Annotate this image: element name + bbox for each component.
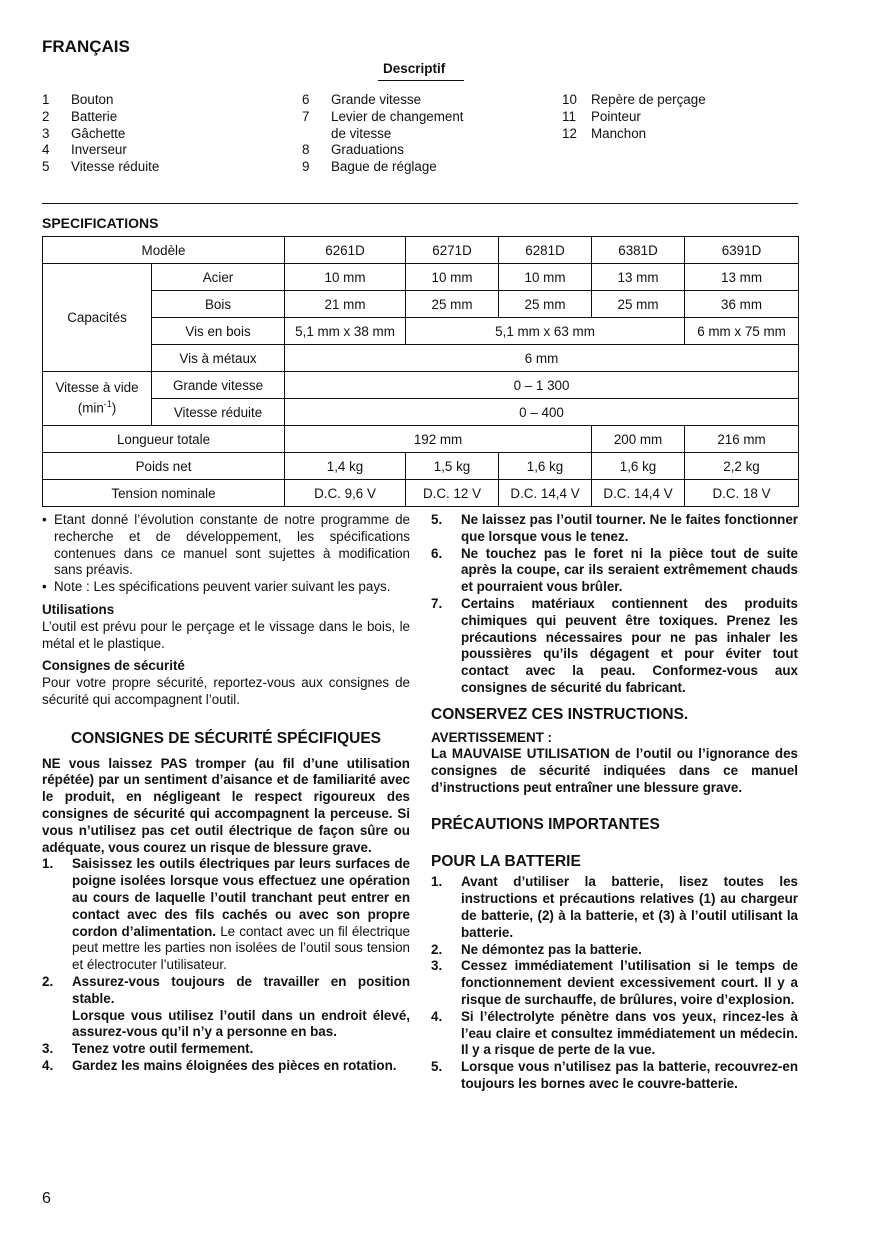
part-item <box>42 109 272 126</box>
consignes-text: Pour votre propre sécurité, reportez-vous aux consignes de sécurité qui accompagnent l’outil. <box>42 675 410 707</box>
table-row <box>43 237 799 264</box>
table-cell: D.C. 9,6 V <box>285 480 406 507</box>
table-cell: 13 mm <box>685 264 799 291</box>
utilisations-text: L’outil est prévu pour le perçage et le vissage dans le bois, le métal et le plastique. <box>42 618 410 651</box>
table-cell: 10 mm <box>499 264 592 291</box>
safety-item <box>42 1041 410 1058</box>
table-cell: 10 mm <box>406 264 499 291</box>
part-label: Repère de perçage <box>591 92 706 107</box>
parts-list-column-2 <box>302 92 502 176</box>
part-number: 4 <box>42 142 50 158</box>
part-item <box>562 109 782 126</box>
table-cell: 25 mm <box>406 291 499 318</box>
table-cell: 216 mm <box>685 426 799 453</box>
part-label: Graduations <box>331 142 404 158</box>
item-number: 4. <box>431 1008 443 1024</box>
part-label: Grande vitesse <box>331 92 422 107</box>
battery-item <box>431 874 798 941</box>
part-item <box>42 142 272 159</box>
table-cell: Modèle <box>43 237 285 264</box>
utilisations-heading: Utilisations <box>42 601 115 617</box>
item-number: 2. <box>431 941 443 957</box>
avertissement-heading: AVERTISSEMENT : <box>431 729 553 745</box>
parts-list-column-1 <box>42 92 272 176</box>
part-label: Vitesse réduite <box>71 159 160 175</box>
item-number: 5. <box>431 1059 443 1075</box>
table-cell: 6 mm x 75 mm <box>685 318 799 345</box>
table-cell: 1,6 kg <box>499 453 592 480</box>
part-label: Batterie <box>71 108 118 124</box>
table-cell: 6281D <box>499 237 592 264</box>
part-item <box>302 142 502 159</box>
table-cell: 1,5 kg <box>406 453 499 480</box>
vitesse-unit-exponent: -1 <box>103 399 112 410</box>
item-text-bold: Certains matériaux contiennent des produits chimiques qui peuvent être toxiques. Prenez les précautions nécessaires pour ne pas inhaler les poussières qu’ils dégagent et pour éviter tout contact avec la peau. Conformez-vous aux consignes de sécurité du fabricant. <box>461 595 798 695</box>
part-item <box>562 126 782 143</box>
item-text-bold: Lorsque vous n’utilisez pas la batterie, recouvrez-en toujours les bornes avec le couvre-batterie. <box>461 1059 798 1091</box>
table-cell: 5,1 mm x 38 mm <box>285 318 406 345</box>
vitesse-label: Vitesse à vide <box>55 380 139 396</box>
table-cell: D.C. 12 V <box>406 480 499 507</box>
part-item <box>302 109 502 143</box>
battery-item <box>431 1009 798 1059</box>
conservez-heading: CONSERVEZ CES INSTRUCTIONS. <box>431 705 689 723</box>
part-number: 5 <box>42 159 50 175</box>
battery-item <box>431 942 798 959</box>
table-row <box>43 453 799 480</box>
table-row <box>43 264 799 291</box>
item-number: 1. <box>42 856 54 872</box>
warning-paragraph: NE vous laissez PAS tromper (au fil d’une utilisation répétée) par un sentiment d’aisance et de familiarité avec le produit, en négligeant le respect rigoureux des consignes de sécurité qui accompagnent la perceuse. Si vous n’utilisez pas cet outil électrique de façon sûre ou adéquate, vous courez un risque de blessure grave. <box>42 755 410 855</box>
table-cell: Capacités <box>43 264 152 372</box>
section-divider <box>42 203 798 204</box>
page-number: 6 <box>42 1190 51 1207</box>
right-column <box>431 512 798 1093</box>
item-text-bold: Avant d’utiliser la batterie, lisez toutes les instructions et précautions relatives (1) au chargeur de batterie, (2) à la batterie, et (3) à l’outil utilisant la batterie. <box>461 874 798 940</box>
safety-item <box>431 512 798 546</box>
bullet-text: Note : Les spécifications peuvent varier suivant les pays. <box>54 579 391 595</box>
part-label: Gâchette <box>71 125 126 141</box>
table-cell: Tension nominale <box>43 480 285 507</box>
precautions-heading: PRÉCAUTIONS IMPORTANTES <box>431 815 660 833</box>
table-cell: Grande vitesse <box>152 372 285 399</box>
part-label: Manchon <box>591 125 647 141</box>
part-number: 8 <box>302 142 310 158</box>
table-cell <box>43 372 152 426</box>
part-number: 3 <box>42 125 50 141</box>
table-cell: 21 mm <box>285 291 406 318</box>
table-cell: 6381D <box>592 237 685 264</box>
table-cell: 25 mm <box>592 291 685 318</box>
bullet-item <box>42 512 410 579</box>
part-item <box>42 126 272 143</box>
safety-item <box>42 856 410 974</box>
language-heading: FRANÇAIS <box>42 37 130 56</box>
descriptif-underline <box>378 80 464 81</box>
vitesse-unit-close: ) <box>111 400 117 416</box>
table-cell: 2,2 kg <box>685 453 799 480</box>
bullet-marker: • <box>42 512 47 527</box>
item-number: 2. <box>42 973 54 989</box>
item-text-bold: Cessez immédiatement l’utilisation si le temps de fonctionnement devient excessivement court. Il y a risque de surchauffe, de brûlures, voire d’explosion. <box>461 958 798 1007</box>
part-item <box>42 92 272 109</box>
table-cell: 200 mm <box>592 426 685 453</box>
safety-item <box>431 596 798 697</box>
part-item <box>302 92 502 109</box>
vitesse-unit: (min <box>77 400 104 416</box>
battery-item <box>431 958 798 1008</box>
table-cell: Vitesse réduite <box>152 399 285 426</box>
item-number: 4. <box>42 1057 54 1073</box>
table-cell: Acier <box>152 264 285 291</box>
table-row <box>43 426 799 453</box>
table-cell: 192 mm <box>285 426 592 453</box>
table-cell: 13 mm <box>592 264 685 291</box>
table-cell: 6261D <box>285 237 406 264</box>
item-text-bold: Si l’électrolyte pénètre dans vos yeux, rincez-les à l’eau claire et consultez immédiatement un médecin. Il y a risque de perte de la vue. <box>461 1008 798 1058</box>
table-cell: Vis en bois <box>152 318 285 345</box>
item-number: 5. <box>431 512 443 527</box>
item-number: 1. <box>431 874 443 890</box>
table-cell: D.C. 14,4 V <box>499 480 592 507</box>
table-cell: Bois <box>152 291 285 318</box>
item-text-bold: Ne touchez pas le foret ni la pièce tout de suite après la coupe, car ils seraient extrêmement chauds et pourraient vous brûler. <box>461 545 798 595</box>
part-label: Bouton <box>71 92 114 107</box>
table-row <box>43 318 799 345</box>
item-text-bold: Ne laissez pas l’outil tourner. Ne le faites fonctionner que lorsque vous le tenez. <box>461 512 798 544</box>
descriptif-title: Descriptif <box>383 61 446 76</box>
table-row <box>43 399 799 426</box>
safety-item <box>42 974 410 1041</box>
table-row <box>43 291 799 318</box>
bullet-marker: • <box>42 579 47 595</box>
part-number: 9 <box>302 159 310 175</box>
part-label: Bague de réglage <box>331 159 437 175</box>
item-text-bold: Lorsque vous utilisez l’outil dans un endroit élevé, assurez-vous qu’il n’y a personne en bas. <box>72 1007 410 1040</box>
item-text-bold: Assurez-vous toujours de travailler en position stable. <box>72 973 410 1006</box>
safety-item <box>42 1058 410 1075</box>
table-cell: Poids net <box>43 453 285 480</box>
table-row <box>43 345 799 372</box>
part-item <box>302 159 502 176</box>
consignes-heading: Consignes de sécurité <box>42 658 185 674</box>
specific-safety-heading: CONSIGNES DE SÉCURITÉ SPÉCIFIQUES <box>70 729 382 747</box>
item-text-bold: Ne démontez pas la batterie. <box>461 941 642 957</box>
table-cell: 6271D <box>406 237 499 264</box>
specifications-table <box>42 236 799 507</box>
left-column <box>42 512 410 1075</box>
table-cell: 6 mm <box>285 345 799 372</box>
table-cell: D.C. 14,4 V <box>592 480 685 507</box>
table-cell: Vis à métaux <box>152 345 285 372</box>
table-cell: 10 mm <box>285 264 406 291</box>
item-text-bold: Tenez votre outil fermement. <box>72 1041 254 1057</box>
item-number: 3. <box>42 1041 54 1057</box>
table-cell: 25 mm <box>499 291 592 318</box>
table-row <box>43 480 799 507</box>
table-cell: 1,4 kg <box>285 453 406 480</box>
table-cell: 1,6 kg <box>592 453 685 480</box>
table-cell: Longueur totale <box>43 426 285 453</box>
item-number: 3. <box>431 958 443 974</box>
table-cell: 6391D <box>685 237 799 264</box>
table-row <box>43 372 799 399</box>
safety-item <box>431 546 798 596</box>
table-cell: 36 mm <box>685 291 799 318</box>
item-number: 6. <box>431 545 443 561</box>
table-cell: D.C. 18 V <box>685 480 799 507</box>
specifications-title: SPECIFICATIONS <box>42 215 159 231</box>
batterie-heading: POUR LA BATTERIE <box>431 852 581 870</box>
avertissement-text: La MAUVAISE UTILISATION de l’outil ou l’ignorance des consignes de sécurité indiquées dans ce manuel d’instructions peut entraîner une blessure grave. <box>431 746 798 795</box>
item-text: Le contact avec un fil électrique peut mettre les parties non isolées de l’outil sous tension et électrocuter l’utilisateur. <box>72 923 410 973</box>
part-number: 11 <box>562 108 576 124</box>
part-item <box>42 159 272 176</box>
bullet-text: Etant donné l’évolution constante de notre programme de recherche et de développement, les spécifications contenues dans ce manuel sont sujettes à modification sans préavis. <box>54 512 410 578</box>
part-label: Pointeur <box>591 108 641 124</box>
bullet-item <box>42 579 410 596</box>
table-cell: 0 – 1 300 <box>285 372 799 399</box>
part-number: 12 <box>562 125 577 141</box>
part-label: Levier de changement de vitesse <box>331 108 464 141</box>
table-cell: 5,1 mm x 63 mm <box>406 318 685 345</box>
part-label: Inverseur <box>71 142 127 158</box>
part-number: 10 <box>562 92 577 107</box>
item-text-bold: Saisissez les outils électriques par leurs surfaces de poigne isolées lorsque vous effectuez une opération au cours de laquelle l’outil tranchant peut entrer en contact avec des fils cachés ou avec son propre cordon d’alimentation. <box>72 856 410 939</box>
part-number: 1 <box>42 92 50 107</box>
part-number: 7 <box>302 108 310 124</box>
parts-list-column-3 <box>562 92 782 142</box>
part-number: 6 <box>302 92 310 107</box>
item-number: 7. <box>431 595 443 611</box>
item-text-bold: Gardez les mains éloignées des pièces en rotation. <box>72 1057 397 1073</box>
part-number: 2 <box>42 108 50 124</box>
table-cell: 0 – 400 <box>285 399 799 426</box>
part-item <box>562 92 782 109</box>
battery-item <box>431 1059 798 1093</box>
